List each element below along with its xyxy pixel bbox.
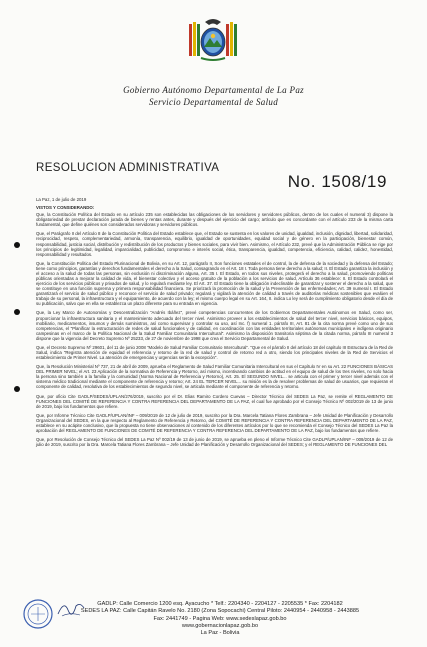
bullet-dot-icon	[14, 309, 20, 315]
bolivia-coat-of-arms-icon	[183, 16, 243, 64]
document-body	[36, 197, 393, 452]
footer-line: La Paz - Bolivia	[200, 630, 240, 637]
document-date: La Paz, 1 de julio de 2019	[36, 197, 87, 202]
paragraph: Que, por oficio Cite GADLP/SEDES/UPLAN/276/2019, suscrito por el Dr. Elias Ramiro Cordero Cuevas – Director Técnico del SEDES La Paz, se remite el REGLAMENTO DE FUNCIONES DEL COMITÉ DE REFERENCIA Y CONTRA REFERENCIA DEL DEPARTAMENTO DE LA PAZ, el cual fue aprobado por el Consejo Técnico Nº 002/2019 de 13 de junio de 2019, bajo los fundamentos que refiere.	[36, 393, 393, 409]
paragraph: Que, por Informe Técnico Cite GADLP/UPLAN/INF – 009/2019 de 12 de julio de 2019, suscrito por la Dra. Marcela Tatiana Flores Zambrana – Jefe Unidad de Planificación y Desarrollo Organizacional del SEDES, en la que respecto al Reglamento de Referencia y Retorno, del COMITÉ DE REFERENCIA Y CONTRA REFERENCIA DEL DEPARTAMENTO DE LA PAZ, establece en su acápite conclusivo, que la propuesta no tiene observaciones al contenido de los diferentes artículos por lo que se recomienda el Consejo Técnico del SEDES La Paz la aprobación del REGLAMENTO DE FUNCIONES DE COMITÉ DE REFERENCIA Y CONTRA REFERENCIA DEL DEPARTAMENTO DE LA PAZ, bajo los fundamentos que refiere.	[36, 413, 393, 434]
footer-line: GADLP: Calle Comercio 1200 esq. Ayacucho * Telf.: 2204340 - 2204127 - 2205535 * Fax: 2204182	[97, 601, 343, 607]
government-name: Gobierno Autónomo Departamental de La Paz	[123, 85, 304, 95]
paragraph: Que, la Ley Marco de Autonomías y Descentralización "Andrés Ibáñez", prevé competencias concurrentes de los Gobiernos Departamentales Autónomos en Salud, como ser, proporcionar la infraestructura sanitaria y el mantenimiento adecuado del tercer nivel. Asimismo proveer a los establecimientos de salud del tercer nivel, servicios básicos, equipos, mobiliario, medicamentos, insumos y demás suministros, así como supervisar y controlar su uso, así Inc. f) numeral 1. párrafo III, Art. 81 de la cita norma prevé como uno de sus competencias, el "Planificar la estructuración de redes de salud funcionales y de calidad, en coordinación con las entidades territoriales autónomas municipales e indígena originario campesinas en el marco de la Política Nacional de la Salud Familiar Comunitaria Intercultural". Asimismo la disposición transitoria séptima de la citada norma, párrafo III numeral 3 dispone que la vigencia del Decreto Supremo Nº 25233, de 27 de noviembre de 1998 que crea el Servicio Departamental de Salud.	[36, 310, 393, 341]
paragraph: Que, la Resolución Ministerial Nº 737, 21 de abril de 2009, aprueba el Reglamento de Salud Familiar Comunitaria Intercultural en sus el Capítulo IV en su Art. 22 FUNCIONES BÁSICAS DEL PRIMER NIVEL; el Art. 23 Aplicación de la normativa de Referencia y Retorno, así mismo, incentivando cambios de actitud en el equipo de salud de los tres niveles, no solo hacia la persona sino también a la familia y la comunidad (Norma Nacional de Referencia y Retorno), Art. 25. El SEGUNDO NIVEL... se articula con el primer y tercer nivel además con el sistema médico tradicional mediante el componente de referencia y retorno; Art. 24 EL TERCER NIVEL... su misión es la de resolver problemas de salud de usuarios, que requieran el componente de calidad, resolutiva de los establecimientos de segundo nivel, se articula mediante el componente de referencia y retorno.	[36, 364, 393, 390]
section-heading: VISTOS Y CONSIDERANDO:	[36, 205, 95, 211]
footer-line: SEDES LA PAZ: Calle Capitán Ravelo No. 2180 (Zona Sopocachi) Central Piloto: 2440954 - 2440958 - 2443885	[80, 608, 360, 615]
resolution-title: RESOLUCION ADMINISTRATIVA	[36, 162, 220, 174]
paragraph: Que, la Constitución Política del Estado Plurinacional de Bolivia, en su Art. 12, parágrafo II, Son funciones estatales el de control, la de defensa de la sociedad y la defensa del Estado; tiene como principios, garantías y derechos fundamentales el derecho a la Salud, consagrando en el Art. 18 I. Toda persona tiene derecho a la salud; II. El Estado garantiza la inclusión y el acceso a la salud de todas las personas, sin exclusión ni discriminación alguna, Art. 35 I. El Estado, en todos sus niveles, protegerá el derecho a la salud, promoviendo políticas públicas orientadas a mejorar la calidad de vida, el bienestar colectivo y el acceso gratuito de la población a los servicios de salud, Artículo 36 establece: II. El Estado controlará el ejercicio de los servicios públicos y privados de salud, y lo regulará mediante ley. El Art. 37. El Estado tiene la obligación indeclinable de garantizar y sostener el derecho a la salud, que se constituye en una función suprema y primera responsabilidad financiera. Se priorizará la promoción de la salud y la Prevención de las enfermedades; Art. 39 numeral I. El Estado garantizará el servicio de salud público y reconoce el servicio de salud privado; regulará y vigilará la atención de calidad a través de auditorías médicas sostenibles que evalúen el trabajo de su personal, la infraestructura y el equipamiento, de acuerdo con la ley; el mismo cuerpo legal en su Art. 164, II. indica Lo ley será de cumplimiento obligatorio desde el día de su publicación, salvo que en ella se establezca un plazo diferente para su entrada en vigencia.	[36, 260, 393, 307]
paragraph: Que, por Resolución de Consejo Técnico del SEDES La Paz Nº 002/19 de 13 de junio de 2019, se aprueba en pleno el Informe Técnico Cite GADLP/UPLAN/INF – 009/2019 de 12 de julio de 2019, suscrito por la Dra. Marcela Tatiana Flores Zambrana – Jefe Unidad de Planificación y Desarrollo Organizacional del SEDES; y el REGLAMENTO DE FUNCIONES DEL	[36, 437, 393, 448]
footer-line: www.gobernacionlapaz.gob.bo	[181, 622, 259, 629]
contact-footer	[60, 601, 380, 637]
paragraph: Que, el Parágrafo II del Artículo 8 de la Constitución Política del Estado establece que, el Estado se sustenta en los valores de unidad, igualdad, inclusión, dignidad, libertad, solidaridad, reciprocidad, respeto, complementariedad, armonía, transparencia, equilibrio, igualdad de oportunidades, equidad social y de género en la participación, bienestar común, responsabilidad, justicia social, distribución y redistribución de los productos y bienes sociales, para vivir bien. Asimismo, el Artículo 232, prevé que la Administración Pública se rige por los principios de legitimidad, legalidad, imparcialidad, publicidad, compromiso e interés social, ética, transparencia, igualdad, competencia, eficiencia, calidad, calidez, honestidad, responsabilidad y resultados.	[36, 231, 393, 257]
paragraph: Que, el Decreto Supremo Nº 29601, del 11 de junio 2008 "Modelo de Salud Familiar Comunitario Intercultural". "Que en el párrafo II del artículo 18 del capítulo III Estructura de la Red de Salud, indica "Registra atención de equidad el referencia y retorno de la red de salud y control de retorno red a otro, siendo los principales niveles de la Red de Servicios el establecimiento de Primer Nivel. La atención de emergencias y urgencias serán la excepción".	[36, 344, 393, 361]
department-name: Servicio Departamental de Salud	[148, 97, 279, 107]
bullet-dot-icon	[14, 242, 20, 248]
footer-line: Fax: 2441749 - Pagina Web: www.sedeslapaz.gob.bo	[153, 615, 287, 622]
resolution-number: No. 1508/19	[287, 172, 387, 191]
paragraph: Que, la Constitución Política del Estado en su artículo 235 son establecidas las obligaciones de los servidores y servidores públicos, dentro de los cuales el numeral 3) dispone la obligatoriedad de prestar declaración jurada de bienes y rentas antes, durante y después del ejercicio del cargo; artículo que es concordante con el artículo 233 de la misma carta fundamental, que define quiénes son considerados servidoras y servidores públicos.	[36, 212, 393, 228]
bullet-dot-icon	[14, 386, 20, 392]
official-stamp-icon	[22, 598, 54, 630]
